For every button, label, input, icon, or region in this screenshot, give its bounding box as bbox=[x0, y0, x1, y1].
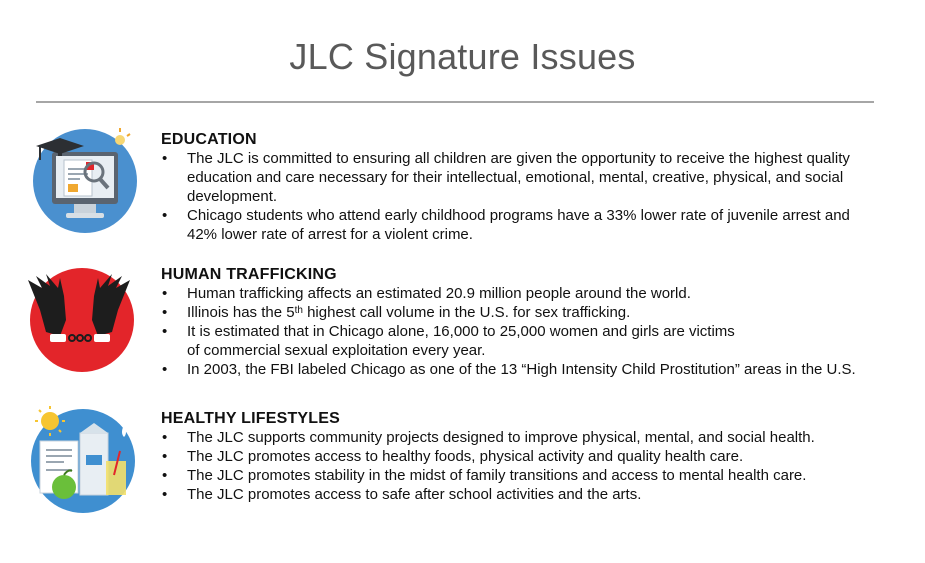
ordinal-suffix: th bbox=[294, 305, 303, 316]
list-item-text: highest call volume in the U.S. for sex trafficking. bbox=[302, 304, 631, 321]
section-heading: HUMAN TRAFFICKING bbox=[161, 266, 337, 283]
list-item: • It is estimated that in Chicago alone, 16,000 to 25,000 women and girls are victims of commercial sexual exploitation every year. bbox=[161, 322, 747, 360]
section-heading: EDUCATION bbox=[161, 131, 257, 148]
list-item: • Chicago students who attend early childhood programs have a 33% lower rate of juvenile arrest and 42% lower rate of arrest for a violent crime. bbox=[161, 206, 873, 244]
healthy-food-icon bbox=[28, 403, 138, 513]
title-divider bbox=[36, 101, 874, 103]
page-title: JLC Signature Issues bbox=[289, 36, 636, 77]
list-item: • The JLC promotes access to safe after school activities and the arts. bbox=[161, 485, 816, 504]
list-item: • Human trafficking affects an estimated 20.9 million people around the world. bbox=[161, 284, 921, 303]
section-healthy-lifestyles bbox=[161, 409, 816, 504]
section-human-trafficking bbox=[161, 265, 921, 379]
list-item: • The JLC promotes access to healthy foods, physical activity and quality health care. bbox=[161, 447, 816, 466]
list-item: • In 2003, the FBI labeled Chicago as one of the 13 “High Intensity Child Prostitution” areas in the U.S. bbox=[161, 360, 921, 379]
handcuffed-hands-icon bbox=[24, 262, 134, 372]
list-item: • The JLC promotes stability in the midst of family transitions and access to mental health care. bbox=[161, 466, 816, 485]
education-computer-icon bbox=[30, 124, 140, 234]
section-heading: HEALTHY LIFESTYLES bbox=[161, 410, 341, 427]
list-item: • The JLC is committed to ensuring all children are given the opportunity to receive the highest quality education and care necessary for their intellectual, emotional, mental, creative, physical, and social development. bbox=[161, 149, 873, 206]
list-item: • The JLC supports community projects designed to improve physical, mental, and social health. bbox=[161, 428, 816, 447]
list-item-text: Illinois has the 5 bbox=[187, 304, 295, 321]
section-education bbox=[161, 130, 873, 244]
list-item bbox=[161, 303, 921, 322]
